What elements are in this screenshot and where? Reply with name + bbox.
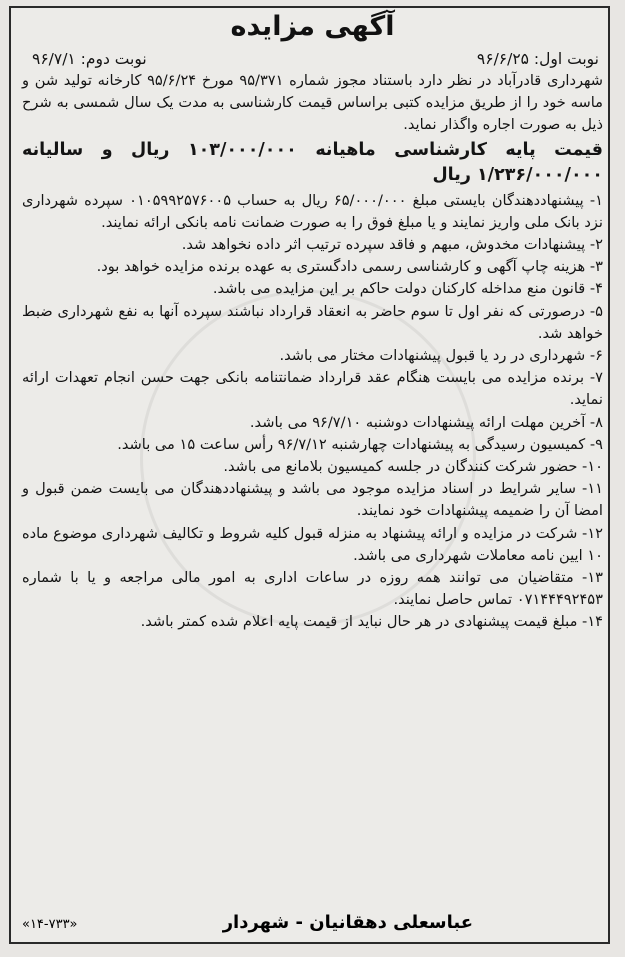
ad-title: آگهی مزایده <box>230 11 395 42</box>
publication-turns <box>22 48 603 70</box>
condition-item-5: ۵- درصورتی که نفر اول تا سوم حاضر به انعقاد قرارداد نباشند سپرده آنها به نفع شهرداری ضبط خواهد شد. <box>22 302 603 342</box>
condition-item-1: ۱- پیشنهاددهندگان بایستی مبلغ ۶۵/۰۰۰/۰۰۰ ریال به حساب ۰۱۰۵۹۹۲۵۷۶۰۰۵ سپرده شهرداری نزد بانک ملی واریز نمایند و یا مبلغ فوق را به صورت ضمانت نامه بانکی ارائه نمایند. <box>22 191 603 231</box>
condition-item-14: ۱۴- مبلغ قیمت پیشنهادی در هر حال نباید از قیمت پایه اعلام شده کمتر باشد. <box>140 613 603 631</box>
mayor-signature: عباسعلی دهقانیان - شهردار <box>222 912 473 933</box>
first-turn-date: نوبت اول: ۹۶/۶/۲۵ <box>476 50 599 68</box>
ad-footer <box>22 912 603 933</box>
condition-item-9: ۹- کمیسیون رسیدگی به پیشنهادات چهارشنبه ۹۶/۷/۱۲ رأس ساعت ۱۵ می باشد. <box>117 435 603 453</box>
intro-paragraph: شهرداری قادرآباد در نظر دارد باستناد مجوز شماره ۹۵/۳۷۱ مورخ ۹۵/۶/۲۴ کارخانه تولید شن و ماسه خود را از طریق مزایده کتبی براساس قیمت کارشناسی به مدت یک سال شمسی به شرح ذیل به صورت اجاره واگذار نماید. <box>22 72 603 134</box>
condition-item-8: ۸- آخرین مهلت ارائه پیشنهادات دوشنبه ۹۶/۷/۱۰ می باشد. <box>249 413 603 431</box>
base-price: قیمت پایه کارشناسی ماهیانه ۱۰۳/۰۰۰/۰۰۰ ریال و سالیانه ۱/۲۳۶/۰۰۰/۰۰۰ ریال <box>22 139 604 185</box>
ad-content <box>22 8 603 634</box>
second-turn-date: نوبت دوم: ۹۶/۷/۱ <box>32 50 147 68</box>
condition-item-2: ۲- پیشنهادات مخدوش، مبهم و فاقد سپرده ترتیب اثر داده نخواهد شد. <box>181 236 603 254</box>
condition-item-13: ۱۳- متقاضیان می توانند همه روزه در ساعات اداری به امور مالی مراجعه و یا با شماره ۰۷۱۴۴۴۹۲۴۵۳ تماس حاصل نمایند. <box>22 569 603 609</box>
condition-item-6: ۶- شهرداری در رد یا قبول پیشنهادات مختار می باشد. <box>279 347 603 365</box>
condition-item-3: ۳- هزینه چاپ آگهی و کارشناسی رسمی دادگستری به عهده برنده مزایده خواهد بود. <box>96 258 603 276</box>
condition-item-10: ۱۰- حضور شرکت کنندگان در جلسه کمیسیون بلامانع می باشد. <box>223 458 603 476</box>
ad-code: «۱۴-۷۳۳» <box>22 917 78 932</box>
condition-item-11: ۱۱- سایر شرایط در اسناد مزایده موجود می باشد و پیشنهاددهندگان می بایست ضمن قبول و امضا آن را ضمیمه پیشنهادات خود نمایند. <box>22 480 603 520</box>
condition-item-7: ۷- برنده مزایده می بایست هنگام عقد قرارداد ضمانتنامه بانکی جهت حسن انجام تعهدات ارائه نماید. <box>22 369 603 409</box>
condition-item-12: ۱۲- شرکت در مزایده و ارائه پیشنهاد به منزله قبول کلیه شروط و تکالیف شهرداری موضوع ماده ۱۰ ایین نامه معاملات شهرداری می باشد. <box>22 524 603 564</box>
condition-item-4: ۴- قانون منع مداخله کارکنان دولت حاکم بر این مزایده می باشد. <box>212 280 603 298</box>
